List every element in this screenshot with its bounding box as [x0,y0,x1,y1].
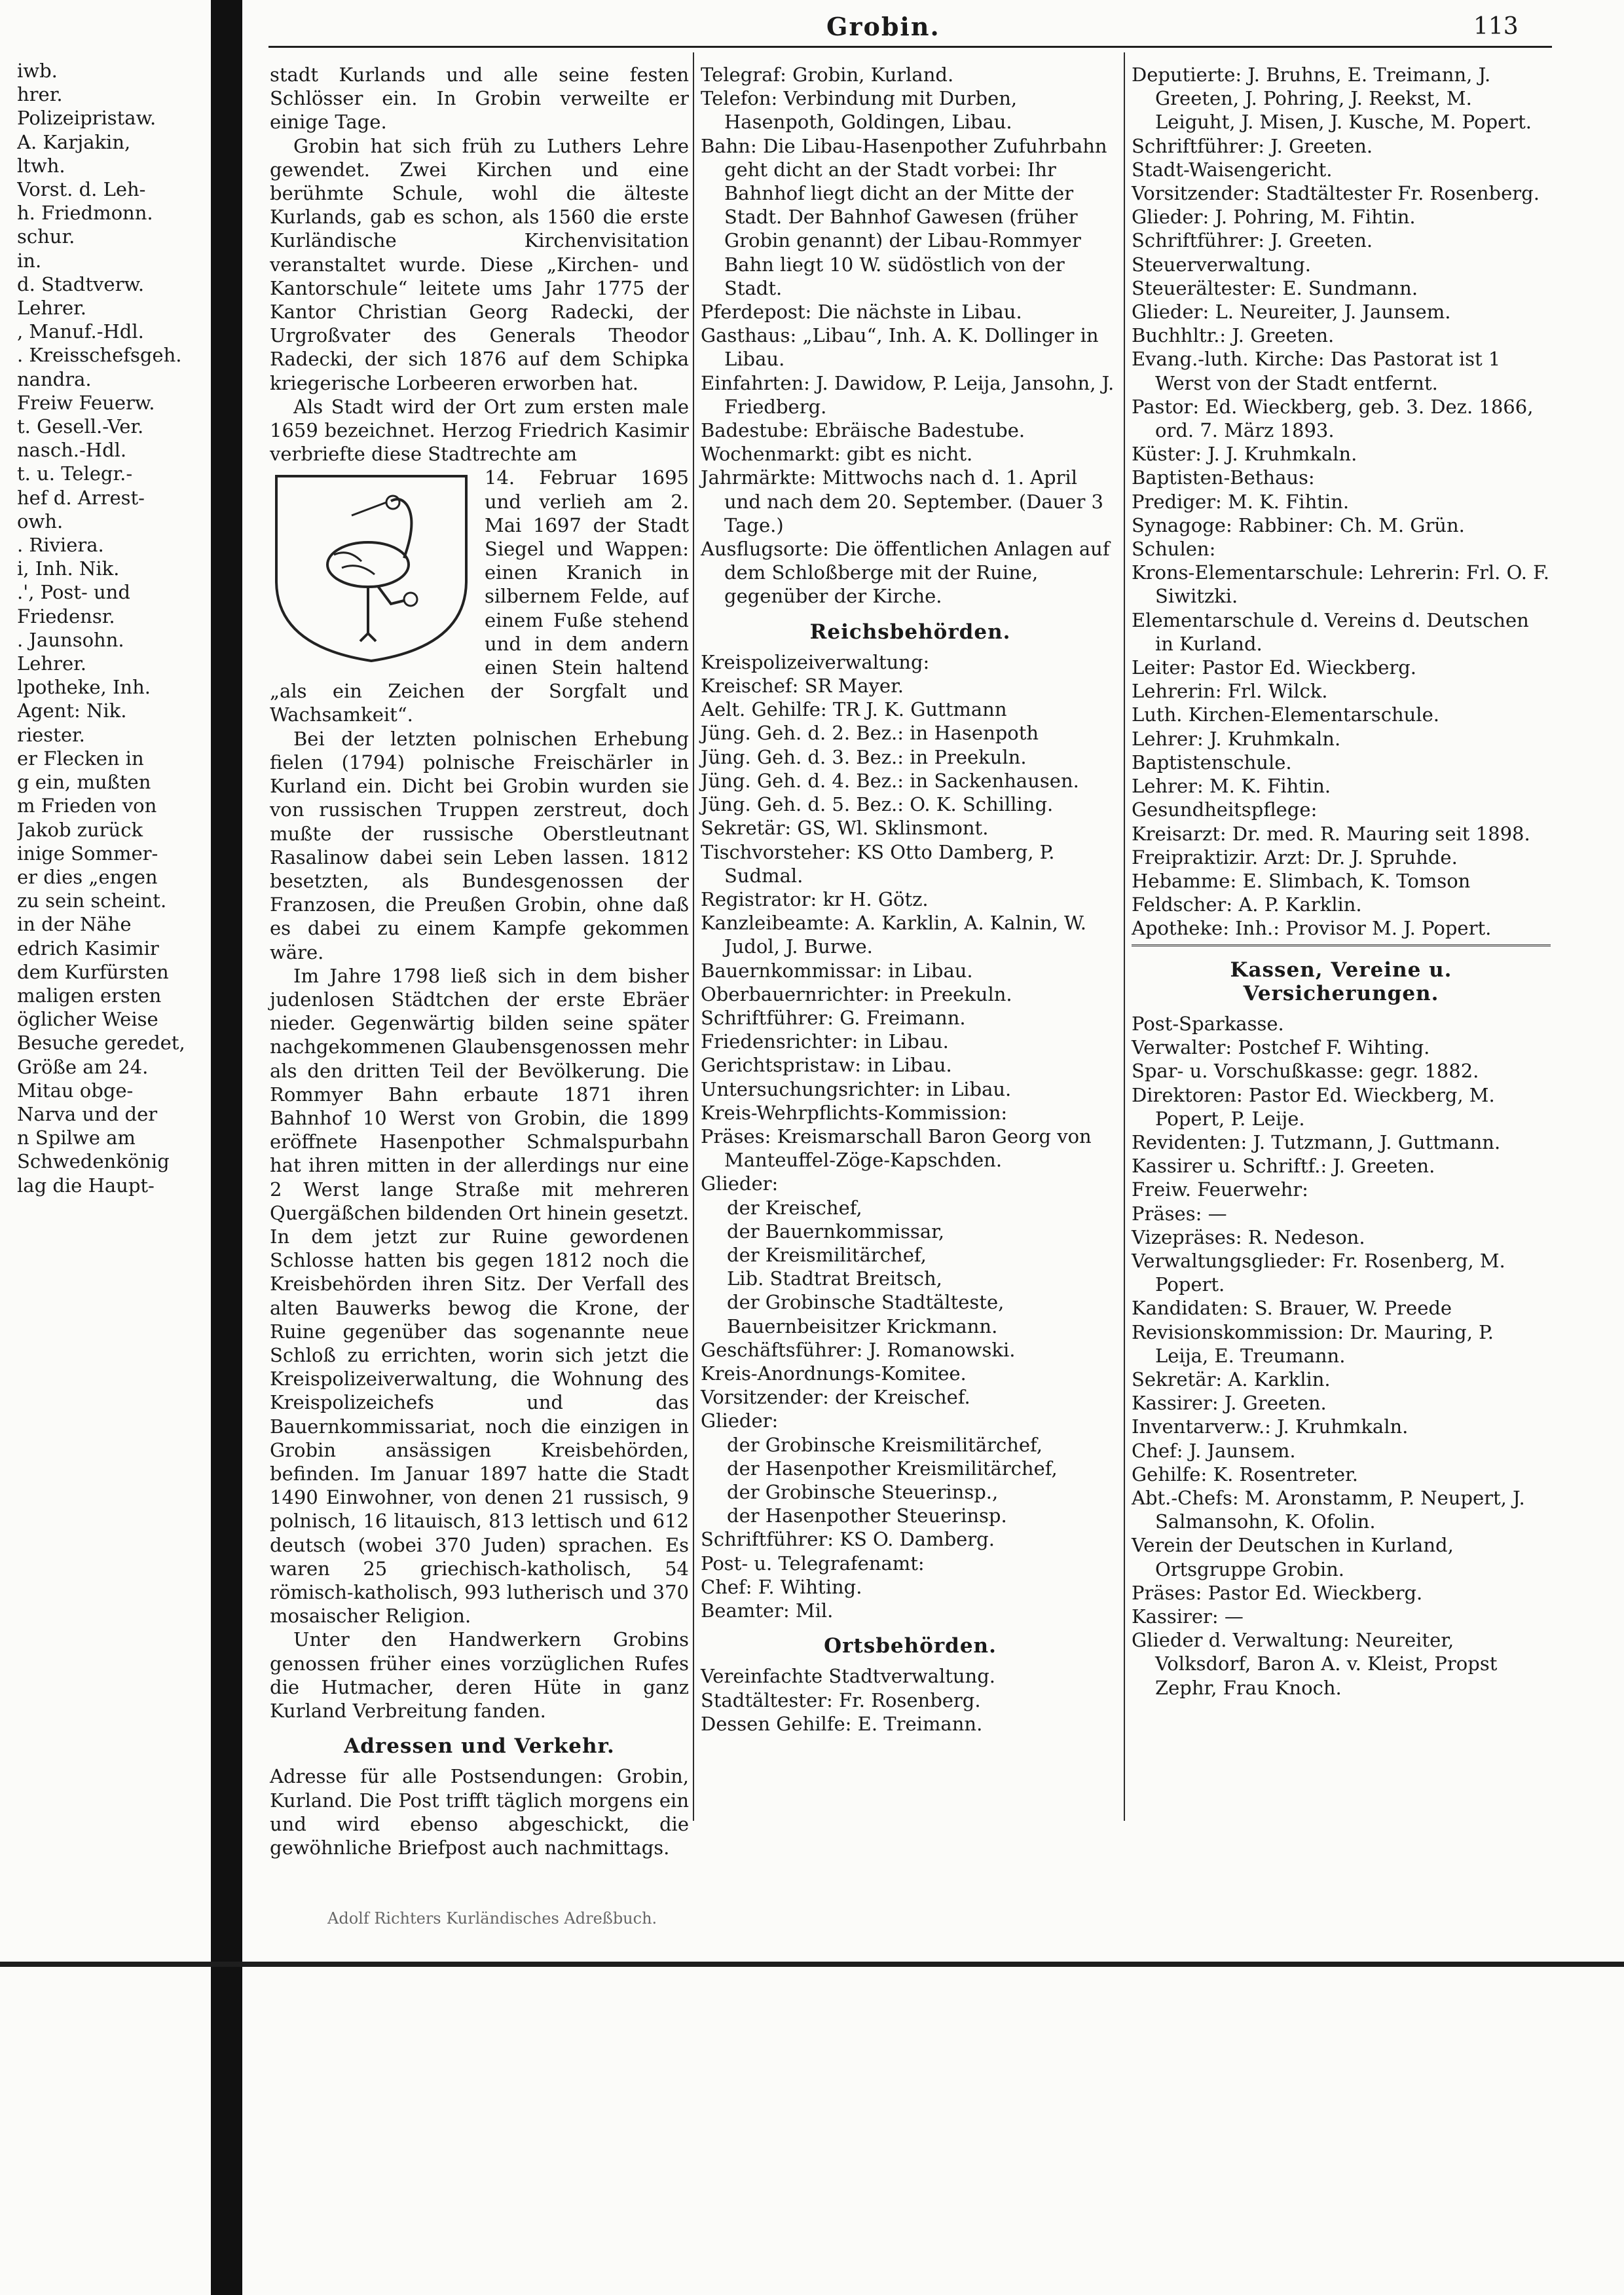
section-heading: Adressen und Verkehr. [344,1734,615,1759]
directory-entry: Gesundheitspflege: [1132,798,1318,821]
fragment-line: in. [17,249,42,272]
column-authorities [701,63,1120,1736]
section-heading: Reichsbehörden. [809,620,1011,644]
paragraph: Im Jahre 1798 ließ sich in dem bisher judenlosen Städtchen der erste Ebräer nieder. Gegenwärtig bilden seine später nachgekommenen Glaubensgenossen mehr als den dritten Teil der Bevölkerung. Die Rommyer Bahn erbaute 1871 ihren Bahnhof 10 Werst von Grobin, die 1899 eröffnete Hasenpother Schmalspurbahn hat ihren mitten in der allerdings nur eine 2 Werst lange Straße mit mehreren Quergäßchen bildenden Ort hinein gesetzt. In dem jetzt zur Ruine gewordenen Schlosse hatten bis gegen 1812 noch die Kreisbehörden ihren Sitz. Der Verfall des alten Bauwerks bewog die Krone, der Ruine gegenüber das sogenannte neue Schloß zu errichten, worin sich jetzt die Kreispolizeiverwaltung, die Wohnung des Kreispolizeichefs und das Bauernkommissariat, noch die einzigen in Grobin ansässigen Kreisbehörden, befinden. Im Januar 1897 hatte die Stadt 1490 Einwohner, von denen 21 russisch, 9 polnisch, 16 litauisch, 813 lettisch und 612 deutsch (wobei 370 Juden) sprachen. Es waren 25 griechisch-katholisch, 54 römisch-katholisch, 993 lutherisch und 370 mosaischer Religion. [270,964,689,1628]
directory-entry: Feldscher: A. P. Karklin. [1132,893,1362,916]
directory-entry: Telefon: Verbindung mit Durben, Hasenpoth, Goldingen, Libau. [701,87,1018,134]
directory-entry: der Kreismilitärchef, [727,1243,927,1266]
fragment-line: zu sein scheint. [17,889,167,912]
fragment-line: iwb. [17,60,58,82]
fragment-line: A. Karjakin, [17,130,131,153]
directory-entry: Krons-Elementarschule: Lehrerin: Frl. O. F. Siwitzki. [1132,561,1549,608]
column-history [270,63,689,1859]
directory-entry: der Hasenpother Kreismilitärchef, [727,1457,1058,1480]
directory-entry: Glieder: J. Pohring, M. Fihtin. [1132,206,1416,229]
directory-entry: Kreis-Wehrpflichts-Kommission: [701,1101,1008,1124]
directory-entry: Deputierte: J. Bruhns, E. Treimann, J. Greeten, J. Pohring, J. Reekst, M. Leiguht, J. Misen, J. Kusche, M. Popert. [1132,64,1532,134]
directory-entry: Schriftführer: G. Freimann. [701,1006,966,1029]
directory-entry: Küster: J. J. Kruhmkaln. [1132,443,1357,466]
directory-entry: Buchhltr.: J. Greeten. [1132,324,1335,347]
directory-entry: Steuerältester: E. Sundmann. [1132,276,1418,299]
directory-entry: Chef: J. Jaunsem. [1132,1439,1296,1462]
directory-entry: Schriftführer: J. Greeten. [1132,134,1373,157]
directory-entry: Vorsitzender: Stadtältester Fr. Rosenberg. [1132,182,1540,205]
directory-entry: der Bauernkommissar, [727,1220,945,1242]
directory-entry: Lehrer: M. K. Fihtin. [1132,775,1331,798]
paragraph: Bei der letzten polnischen Erhebung fielen (1794) polnische Freischärler in Kurland ein. Dicht bei Grobin wurden sie von russischen Truppen zerstreut, doch mußte der russische Oberstleutnant Rasalinow dabei sein Leben lassen. 1812 besetzten, als Bundesgenossen der Franzosen, die Preußen Grobin, ohne daß es dabei zu einem Kampfe gekommen wäre. [270,727,689,963]
directory-entry: Pferdepost: Die nächste in Libau. [701,301,1022,324]
directory-entry: der Kreischef, [727,1196,862,1219]
directory-entry: der Grobinsche Steuerinsp., [727,1480,999,1503]
directory-entry: der Grobinsche Kreismilitärchef, [727,1433,1043,1456]
fragment-line: schur. [17,225,75,248]
directory-entry: Verwalter: Postchef F. Wihting. [1132,1036,1430,1059]
fragment-line: er dies „engen [17,865,158,888]
directory-entry: Abt.-Chefs: M. Aronstamm, P. Neupert, J. Salmansohn, K. Ofolin. [1132,1486,1525,1533]
directory-entry: Revisionskommission: Dr. Mauring, P. Leija, E. Treumann. [1132,1320,1494,1367]
fragment-line: .', Post- und [17,581,130,604]
fragment-line: g ein, mußten [17,771,151,794]
fragment-line: Lehrer. [17,297,87,320]
fragment-line: nasch.-Hdl. [17,439,127,462]
fragment-line: hef d. Arrest- [17,486,145,509]
directory-entry: Baptistenschule. [1132,751,1292,774]
fragment-line: d. Stadtverw. [17,272,145,295]
fragment-line: Friedensr. [17,605,115,627]
scan-binding-shadow [211,0,242,2295]
directory-entry: Badestube: Ebräische Badestube. [701,419,1025,442]
directory-entry: Lehrerin: Frl. Wilck. [1132,680,1328,703]
fragment-line: hrer. [17,83,63,106]
fragment-line: Agent: Nik. [17,700,127,722]
fragment-line: owh. [17,510,64,532]
directory-entry: Sekretär: A. Karklin. [1132,1368,1331,1390]
fragment-line: Jakob zurück [17,818,143,841]
directory-entry: Post-Sparkasse. [1132,1012,1284,1035]
fragment-line: Vorst. d. Leh- [17,178,146,201]
page-header [0,12,1624,45]
paragraph: Als Stadt wird der Ort zum ersten male 1659 bezeichnet. Herzog Friedrich Kasimir verbriefte diese Stadtrechte am [270,395,689,466]
directory-entry: Jüng. Geh. d. 2. Bez.: in Hasenpoth [701,722,1039,745]
paragraph: 14. Februar 1695 und verlieh am 2. Mai 1697 der Stadt Siegel und Wappen: einen Kranich in silbernem Felde, auf einem Fuße stehend und in dem andern einen Stein haltend „als ein Zeichen der Sorgfalt und Wachsamkeit“. [270,466,689,726]
directory-entry: Post- u. Telegrafenamt: [701,1552,925,1575]
fragment-line: , Manuf.-Hdl. [17,320,144,343]
directory-entry: Ausflugsorte: Die öffentlichen Anlagen auf dem Schloßberge mit der Ruine, gegenüber der Kirche. [701,538,1110,608]
directory-entry: Chef: F. Wihting. [701,1575,862,1598]
directory-entry: Sekretär: GS, Wl. Sklinsmont. [701,817,989,840]
directory-entry: Leiter: Pastor Ed. Wieckberg. [1132,656,1417,679]
directory-entry: Gerichtspristaw: in Libau. [701,1054,952,1077]
section-heading: Kassen, Vereine u. Versicherungen. [1230,958,1452,1005]
fragment-line: in der Nähe [17,913,132,936]
left-page-fragment [17,59,207,1533]
fragment-line: lag die Haupt- [17,1174,155,1197]
page-title: Grobin. [826,12,940,41]
directory-entry: Kandidaten: S. Brauer, W. Preede [1132,1297,1452,1320]
fragment-line: Lehrer. [17,652,87,675]
directory-entry: Steuerverwaltung. [1132,253,1311,276]
directory-entry: Spar- u. Vorschußkasse: gegr. 1882. [1132,1060,1479,1083]
directory-entry: Schulen: [1132,538,1216,561]
directory-entry: Kassirer: — [1132,1605,1244,1628]
directory-entry: Direktoren: Pastor Ed. Wieckberg, M. Popert, P. Leije. [1132,1083,1495,1130]
directory-entry: Verein der Deutschen in Kurland, Ortsgruppe Grobin. [1132,1534,1454,1580]
directory-entry: Kreis-Anordnungs-Komitee. [701,1362,967,1385]
fragment-line: lpotheke, Inh. [17,676,151,699]
directory-entry: Bauernkommissar: in Libau. [701,959,973,982]
directory-entry: Jüng. Geh. d. 5. Bez.: O. K. Schilling. [701,793,1054,816]
section-rule [1132,944,1551,946]
fragment-line: . Jaunsohn. [17,628,124,651]
fragment-line: Narva und der [17,1102,158,1125]
section-heading: Ortsbehörden. [824,1634,997,1658]
directory-entry: Freiw. Feuerwehr: [1132,1178,1308,1201]
directory-entry: Glieder: [701,1409,779,1432]
directory-entry: Aelt. Gehilfe: TR J. K. Guttmann [701,698,1007,721]
directory-entry: der Hasenpother Steuerinsp. [727,1504,1007,1527]
directory-entry: Präses: — [1132,1202,1227,1225]
fragment-line: t. Gesell.-Ver. [17,415,144,438]
directory-entry: Verwaltungsglieder: Fr. Rosenberg, M. Popert. [1132,1249,1505,1296]
directory-entry: Prediger: M. K. Fihtin. [1132,490,1350,513]
fragment-line: m Frieden von [17,794,157,817]
fragment-line: Mitau obge- [17,1079,134,1102]
paragraph: Unter den Handwerkern Grobins genossen früher eines vorzüglichen Rufes die Hutmacher, deren Hüte in ganz Kurland Verbreitung fanden. [270,1628,689,1723]
column-divider [1124,52,1125,1821]
directory-entry: Apotheke: Inh.: Provisor M. J. Popert. [1132,917,1492,940]
directory-entry: Hebamme: E. Slimbach, K. Tomson [1132,869,1471,892]
directory-entry: Schriftführer: KS O. Damberg. [701,1528,995,1551]
directory-entry: Vereinfachte Stadtverwaltung. [701,1665,996,1688]
directory-entry: Baptisten-Bethaus: [1132,466,1315,489]
column-directory [1132,63,1551,1700]
directory-entry: Telegraf: Grobin, Kurland. [701,64,954,86]
directory-entry: Kreispolizeiverwaltung: [701,650,930,673]
directory-entry: Tischvorsteher: KS Otto Damberg, P. Sudmal. [701,840,1055,887]
directory-entry: Präses: Pastor Ed. Wieckberg. [1132,1581,1423,1604]
directory-entry: Bauernbeisitzer Krickmann. [727,1315,998,1337]
directory-entry: Schriftführer: J. Greeten. [1132,229,1373,252]
fragment-line: er Flecken in [17,747,144,770]
fragment-line: n Spilwe am [17,1127,136,1149]
directory-entry: Stadt-Waisengericht. [1132,158,1333,181]
fragment-line: inige Sommer- [17,842,158,865]
directory-entry: Lib. Stadtrat Breitsch, [727,1267,942,1290]
directory-entry: Lehrer: J. Kruhmkaln. [1132,727,1341,750]
directory-entry: Stadtältester: Fr. Rosenberg. [701,1689,981,1711]
fragment-line: i, Inh. Nik. [17,557,120,580]
fragment-line: . Riviera. [17,534,104,557]
fragment-line: riester. [17,723,85,746]
directory-entry: Revidenten: J. Tutzmann, J. Guttmann. [1132,1130,1501,1153]
directory-entry: Jüng. Geh. d. 3. Bez.: in Preekuln. [701,745,1027,768]
fragment-line: . Kreisschefsgeh. [17,344,182,367]
directory-entry: Registrator: kr H. Götz. [701,887,929,910]
fragment-line: Polizeipristaw. [17,107,157,130]
directory-entry: Oberbauernrichter: in Preekuln. [701,982,1012,1005]
directory-entry: Dessen Gehilfe: E. Treimann. [701,1712,983,1735]
directory-entry: Inventarverw.: J. Kruhmkaln. [1132,1415,1409,1438]
fragment-line: Freiw Feuerw. [17,391,155,414]
directory-entry: Friedensrichter: in Libau. [701,1030,949,1053]
paragraph: stadt Kurlands und alle seine festen Schlösser ein. In Grobin verweilte er einige Tage. [270,64,689,134]
fragment-line: t. u. Telegr.- [17,462,133,485]
directory-entry: Vorsitzender: der Kreischef. [701,1386,970,1409]
imprint-line: Adolf Richters Kurländisches Adreßbuch. [327,1909,657,1928]
fragment-line: h. Friedmonn. [17,202,153,225]
directory-entry: Evang.-luth. Kirche: Das Pastorat ist 1 Werst von der Stadt entfernt. [1132,348,1501,394]
page-number: 113 [1473,13,1519,40]
directory-entry: Untersuchungsrichter: in Libau. [701,1077,1012,1100]
directory-entry: Einfahrten: J. Dawidow, P. Leija, Jansohn, J. Friedberg. [701,371,1115,418]
scan-bottom-edge [0,1962,1624,1967]
directory-entry: Bahn: Die Libau-Hasenpother Zufuhrbahn geht dicht an der Stadt vorbei: Ihr Bahnhof liegt dicht an der Mitte der Stadt. Der Bahnhof Gawesen (früher Grobin genannt) der Libau-Rommyer Bahn liegt 10 W. südöstlich von der Stadt. [701,134,1107,299]
directory-entry: Jahrmärkte: Mittwochs nach d. 1. April und nach dem 20. September. (Dauer 3 Tage.) [701,466,1103,536]
header-rule [268,46,1552,48]
directory-entry: Gehilfe: K. Rosentreter. [1132,1463,1358,1485]
directory-entry: Beamter: Mil. [701,1599,834,1622]
directory-entry: Glieder d. Verwaltung: Neureiter, Volksdorf, Baron A. v. Kleist, Propst Zephr, Frau Knoch. [1132,1629,1498,1699]
coat-of-arms-crane-image [270,470,473,666]
directory-entry: Wochenmarkt: gibt es nicht. [701,443,973,466]
fragment-line: dem Kurfürsten [17,960,169,983]
directory-entry: Kreischef: SR Mayer. [701,675,904,698]
directory-entry: Jüng. Geh. d. 4. Bez.: in Sackenhausen. [701,769,1079,792]
directory-entry: Kassirer: J. Greeten. [1132,1392,1327,1415]
fragment-line: Größe am 24. [17,1055,149,1078]
fragment-line: Besuche geredet, [17,1032,185,1054]
directory-entry: Luth. Kirchen-Elementarschule. [1132,703,1439,726]
fragment-line: nandra. [17,367,92,390]
directory-entry: Kreisarzt: Dr. med. R. Mauring seit 1898. [1132,822,1530,845]
directory-entry: Freipraktizir. Arzt: Dr. J. Spruhde. [1132,846,1458,868]
directory-entry: Geschäftsführer: J. Romanowski. [701,1338,1016,1361]
fragment-line: edrich Kasimir [17,937,159,960]
directory-entry: Vizepräses: R. Nedeson. [1132,1225,1365,1248]
paragraph: Grobin hat sich früh zu Luthers Lehre gewendet. Zwei Kirchen und eine berühmte Schule, wohl die älteste Kurlands, gab es schon, als 1560 die erste Kurländische Kirchenvisitation veranstaltet wurde. Diese „Kirchen- und Kantorschule“ leitete ums Jahr 1775 der Kantor Christian Georg Radecki, der Urgroßvater des Generals Theodor Radecki, der sich 1876 auf dem Schipka kriegerische Lorbeeren erworben hat. [270,134,689,394]
fragment-line: ltwh. [17,154,65,177]
directory-entry: Kanzleibeamte: A. Karklin, A. Kalnin, W. Judol, J. Burwe. [701,912,1087,958]
directory-entry: der Grobinsche Stadtälteste, [727,1291,1005,1314]
directory-entry: Elementarschule d. Vereins d. Deutschen in Kurland. [1132,608,1529,655]
fragment-line: maligen ersten [17,984,162,1007]
fragment-line: Schwedenkönig [17,1150,170,1173]
directory-entry: Kassirer u. Schriftf.: J. Greeten. [1132,1155,1435,1178]
directory-entry: Glieder: L. Neureiter, J. Jaunsem. [1132,301,1451,324]
directory-entry: Synagoge: Rabbiner: Ch. M. Grün. [1132,513,1465,536]
crest-block [270,466,689,726]
directory-entry: Glieder: [701,1172,779,1195]
column-divider [693,52,694,1821]
directory-entry: Pastor: Ed. Wieckberg, geb. 3. Dez. 1866, ord. 7. März 1893. [1132,395,1534,442]
directory-entry: Präses: Kreismarschall Baron Georg von Manteuffel-Zöge-Kapschden. [701,1125,1092,1172]
fragment-line: öglicher Weise [17,1008,158,1031]
paragraph: Adresse für alle Postsendungen: Grobin, Kurland. Die Post trifft täglich morgens ein und wird ebenso abgeschickt, die gewöhnliche Briefpost auch nachmittags. [270,1765,689,1859]
directory-entry: Gasthaus: „Libau“, Inh. A. K. Dollinger in Libau. [701,324,1099,371]
